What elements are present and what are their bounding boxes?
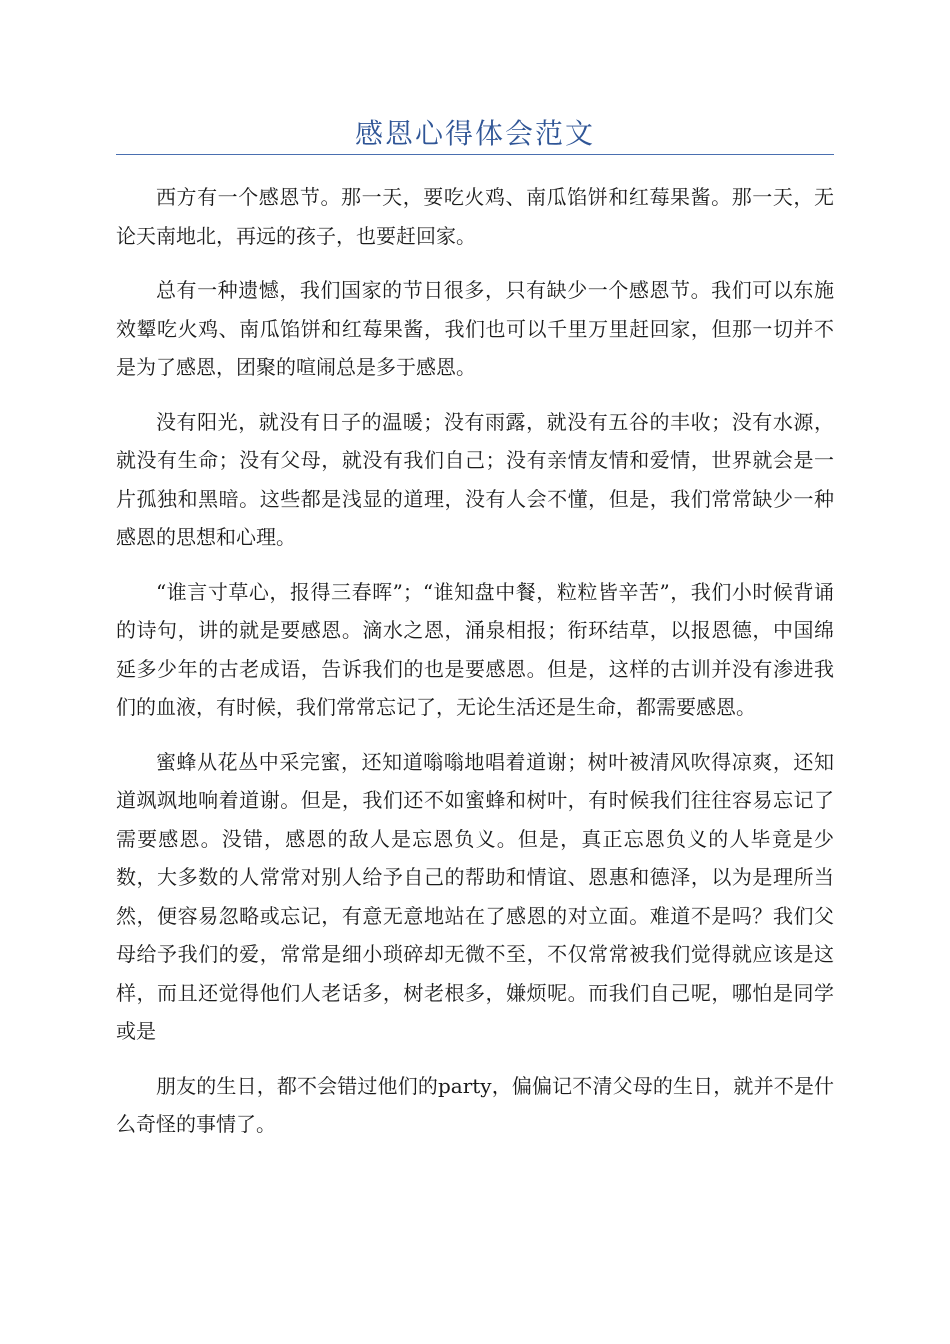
document-title: 感恩心得体会范文 xyxy=(354,117,595,150)
title-divider xyxy=(116,154,834,155)
paragraph-4: “谁言寸草心，报得三春晖”；“谁知盘中餐，粒粒皆辛苦”，我们小时候背诵的诗句，讲的就是要感恩。滴水之恩，涌泉相报；衔环结草，以报恩德，中国绵延多少年的古老成语，告诉我们的也是要感恩。但是，这样的古训并没有渗进我们的血液，有时候，我们常常忘记了，无论生活还是生命，都需要感恩。 xyxy=(116,579,834,719)
paragraph-6: 朋友的生日，都不会错过他们的party，偏偏记不清父母的生日，就并不是什么奇怪的事情了。 xyxy=(116,1073,834,1136)
paragraph-1: 西方有一个感恩节。那一天，要吃火鸡、南瓜馅饼和红莓果酱。那一天，无论天南地北，再远的孩子，也要赶回家。 xyxy=(116,185,834,248)
document-body xyxy=(116,178,834,1160)
paragraph-5: 蜜蜂从花丛中采完蜜，还知道嗡嗡地唱着道谢；树叶被清风吹得凉爽，还知道飒飒地响着道谢。但是，我们还不如蜜蜂和树叶，有时候我们往往容易忘记了需要感恩。没错，感恩的敌人是忘恩负义。但是，真正忘恩负义的人毕竟是少数，大多数的人常常对别人给予自己的帮助和情谊、恩惠和德泽，以为是理所当然，便容易忽略或忘记，有意无意地站在了感恩的对立面。难道不是吗？我们父母给予我们的爱，常常是细小琐碎却无微不至，不仅常常被我们觉得就应该是这样，而且还觉得他们人老话多，树老根多，嫌烦呢。而我们自己呢，哪怕是同学或是 xyxy=(116,749,834,1043)
paragraph-3: 没有阳光，就没有日子的温暖；没有雨露，就没有五谷的丰收；没有水源，就没有生命；没有父母，就没有我们自己；没有亲情友情和爱情，世界就会是一片孤独和黑暗。这些都是浅显的道理，没有人会不懂，但是，我们常常缺少一种感恩的思想和心理。 xyxy=(116,409,834,549)
paragraph-2: 总有一种遗憾，我们国家的节日很多，只有缺少一个感恩节。我们可以东施效颦吃火鸡、南瓜馅饼和红莓果酱，我们也可以千里万里赶回家，但那一切并不是为了感恩，团聚的喧闹总是多于感恩。 xyxy=(116,278,834,379)
